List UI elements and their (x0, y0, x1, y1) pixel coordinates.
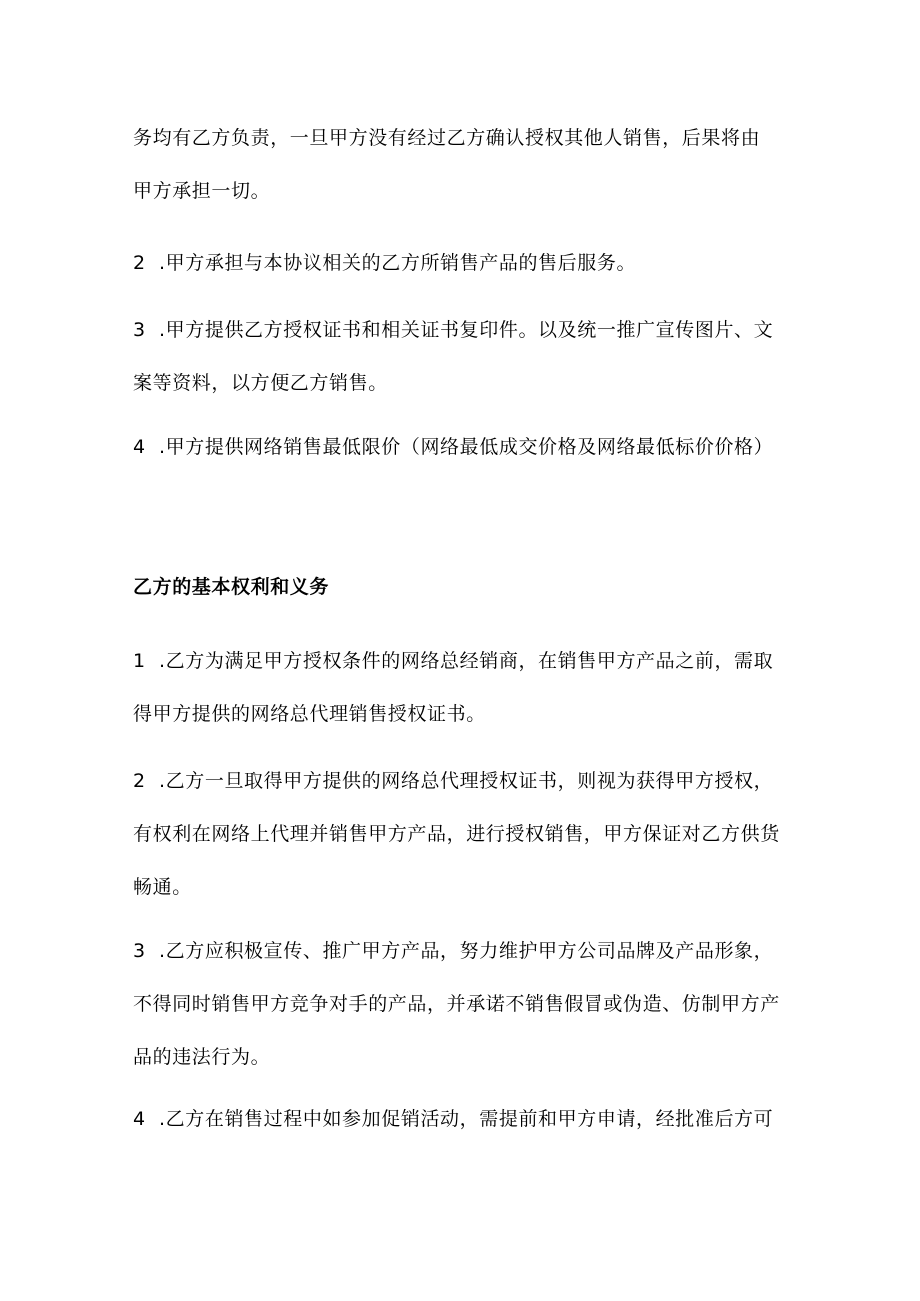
item-text: .甲方提供乙方授权证书和相关证书复印件。以及统一推广宣传图片、文 (159, 319, 774, 341)
item-number: 2 (133, 252, 146, 274)
text-line: 得甲方提供的网络总代理销售授权证书。 (133, 703, 486, 725)
item-number: 1 (133, 650, 146, 672)
text-line: 案等资料，以方便乙方销售。 (133, 372, 388, 394)
text-line (133, 304, 793, 357)
item-number: 3 (133, 940, 146, 962)
paragraph-continuation (133, 112, 793, 218)
text-line: 不得同时销售甲方竞争对手的产品，并承诺不销售假冒或伪造、仿制甲方产 (133, 993, 780, 1015)
item-number: 2 (133, 770, 146, 792)
item-text: .甲方提供网络销售最低限价（网络最低成交价格及网络最低标价价格） (159, 436, 774, 458)
section-heading: 乙方的基本权利和义务 (133, 576, 330, 598)
text-line: 品的违法行为。 (133, 1046, 271, 1068)
text-line: 甲方承担一切。 (133, 180, 271, 202)
party-b-item-2 (133, 755, 793, 914)
item-text: .甲方承担与本协议相关的乙方所销售产品的售后服务。 (159, 252, 637, 274)
text-line: 有权利在网络上代理并销售甲方产品，进行授权销售，甲方保证对乙方供货 (133, 823, 780, 845)
party-b-item-4 (133, 1093, 793, 1146)
party-b-item-3 (133, 925, 793, 1084)
item-text: .乙方在销售过程中如参加促销活动，需提前和甲方申请，经批准后方可 (159, 1108, 774, 1130)
text-line (133, 635, 793, 688)
text-line: 畅通。 (133, 876, 192, 898)
item-text: .乙方一旦取得甲方提供的网络总代理授权证书，则视为获得甲方授权， (159, 770, 774, 792)
text-line: 务均有乙方负责，一旦甲方没有经过乙方确认授权其他人销售，后果将由 (133, 127, 761, 149)
party-a-item-3 (133, 304, 793, 410)
text-line (133, 925, 793, 978)
party-a-item-2 (133, 237, 793, 290)
item-text: .乙方应积极宣传、推广甲方产品，努力维护甲方公司品牌及产品形象， (159, 940, 774, 962)
party-b-item-1 (133, 635, 793, 741)
item-text: .乙方为满足甲方授权条件的网络总经销商，在销售甲方产品之前，需取 (159, 650, 774, 672)
party-a-item-4 (133, 421, 793, 474)
text-line (133, 755, 793, 808)
item-number: 3 (133, 319, 146, 341)
text-line (133, 1093, 793, 1146)
item-number: 4 (133, 436, 146, 458)
item-number: 4 (133, 1108, 146, 1130)
text-line (133, 237, 793, 290)
text-line (133, 421, 793, 474)
